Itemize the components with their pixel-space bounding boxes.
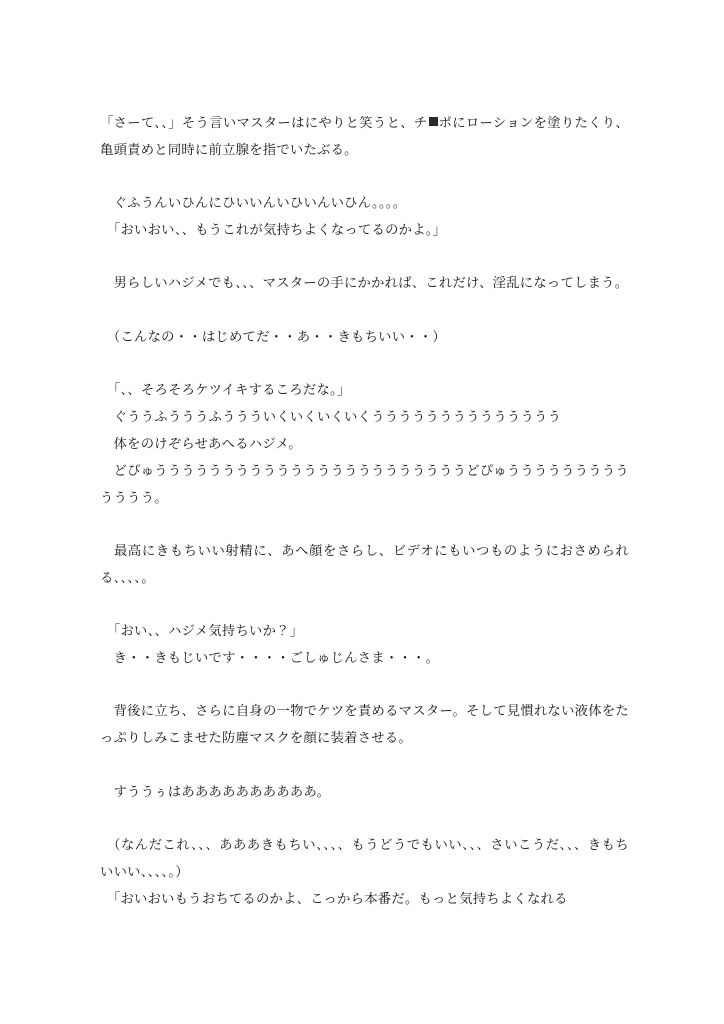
paragraph-spacer [100, 805, 629, 832]
paragraph: 「さーて、、」そう言いマスターはにやりと笑うと、チ ポにローションを塗りたくり、亀頭責めと同時に前立腺を指でいたぶる。 [100, 115, 629, 157]
paragraph: すううぅはああああああああああ。 [100, 783, 331, 799]
paragraph-spacer [100, 244, 629, 271]
paragraph: ぐううふうううふううういくいくいくいくうううううううううううううう [100, 409, 562, 425]
paragraph: 「、、そろそろケツイキするころだな。」 [100, 382, 351, 398]
paragraph-spacer [100, 351, 629, 378]
paragraph-spacer [100, 592, 629, 619]
paragraph: どぴゅうううううううううううううううううううううううどぴゅううううううううううううう。 [100, 462, 629, 505]
document-body [100, 110, 629, 913]
paragraph: 背後に立ち、さらに自身の一物でケツを責めるマスター。そして見慣れない液体をたっぷりしみこませた防塵マスクを顔に装着させる。 [100, 703, 629, 746]
censor-block-icon [429, 117, 438, 126]
paragraph: 体をのけぞらせあへるハジメ。 [100, 435, 302, 451]
paragraph: 「おい、、ハジメ気持ちいか？」 [100, 623, 304, 639]
paragraph: （なんだこれ、、、あああきもちい、、、、もうどうでもいい、、、さいこうだ、、、きもちいいい、、、、。） [100, 836, 629, 879]
paragraph-spacer [100, 672, 629, 699]
paragraph-spacer [100, 297, 629, 324]
paragraph-spacer [100, 511, 629, 538]
paragraph-spacer [100, 164, 629, 191]
paragraph: 「おいおいもうおちてるのかよ、こっから本番だ。もっと気持ちよくなれる [100, 890, 568, 906]
paragraph: 男らしいハジメでも、、、マスターの手にかかれば、これだけ、淫乱になってしまう。 [100, 275, 629, 291]
paragraph: ぐふうんいひんにひいいんいひいんいひん。。。。 [100, 195, 407, 211]
paragraph: （こんなの・・はじめてだ・・あ・・きもちいい・・） [100, 328, 446, 344]
paragraph: 最高にきもちいい射精に、あへ顔をさらし、ビデオにもいつものようにおさめられる、、、、。 [100, 542, 629, 585]
paragraph: き・・きもじいです・・・・ごしゅじんさま・・・。 [100, 650, 440, 666]
paragraph: 「おいおい、、もうこれが気持ちよくなってるのかよ。」 [100, 222, 447, 238]
paragraph-spacer [100, 752, 629, 779]
